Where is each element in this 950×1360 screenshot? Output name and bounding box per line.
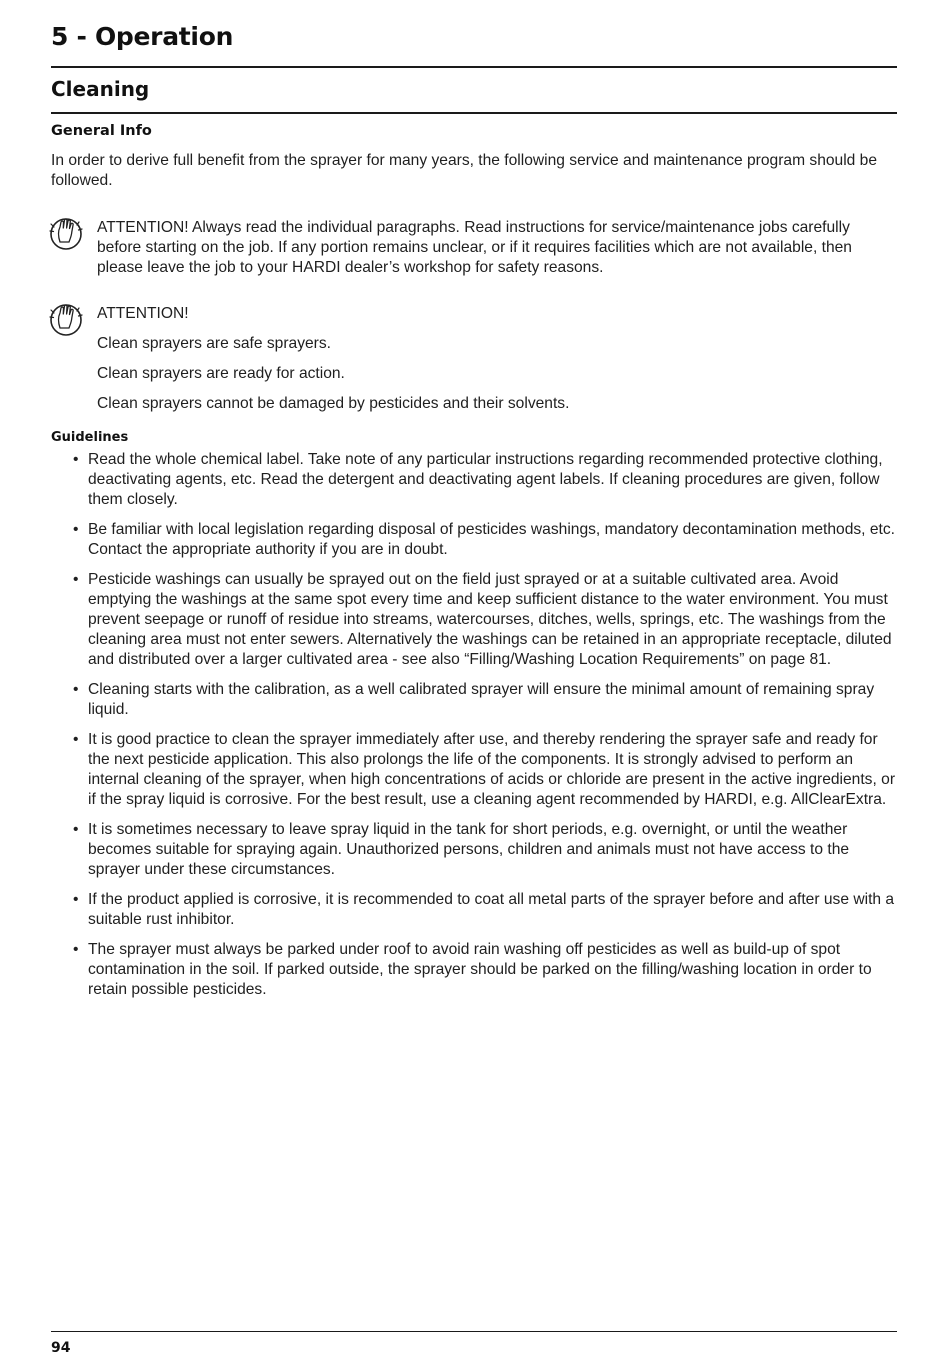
list-item	[51, 570, 897, 670]
bullet-marker: •	[73, 681, 79, 698]
list-item-text: The sprayer must always be parked under roof to avoid rain washing off pesticides as well as build-up of spot contamination in the soil. If parked outside, the sprayer should be parked on the filling/washing location in order to retain possible pesticides.	[88, 941, 872, 998]
list-item	[51, 680, 897, 720]
bullet-marker: •	[73, 451, 79, 468]
section-divider	[51, 112, 897, 114]
page-number: 94	[51, 1340, 71, 1356]
list-item-text: If the product applied is corrosive, it is recommended to coat all metal parts of the sprayer before and after use with a suitable rust inhibitor.	[88, 891, 895, 928]
chapter-title: 5 - Operation	[51, 22, 234, 51]
guidelines-heading: Guidelines	[51, 430, 129, 445]
attention-note-line: Clean sprayers are safe sprayers.	[97, 335, 332, 352]
list-item	[51, 890, 897, 930]
general-info-text: In order to derive full benefit from the sprayer for many years, the following service and maintenance program should be followed.	[51, 152, 878, 189]
hand-attention-icon	[48, 214, 84, 252]
list-item	[51, 450, 897, 510]
attention-note-text: ATTENTION! Always read the individual paragraphs. Read instructions for service/maintenance jobs carefully before starting on the job. If any portion remains unclear, or if it requires facilities which are not available, then please leave the job to your HARDI dealer’s workshop for safety reasons.	[97, 219, 852, 276]
footer-divider	[51, 1331, 897, 1332]
list-item-text: Pesticide washings can usually be sprayed out on the field just sprayed or at a suitable cultivated area. Avoid emptying the washings at the same spot every time and keep sufficient distance to the water environment. You must prevent seepage or runoff of residue into streams, watercourses, ditches, wells, springs, etc. The washings from the cleaning area must not enter sewers. Alternatively the washings can be retained in an appropriate receptacle, diluted and distributed over a larger cultivated area - see also “Filling/Washing Location Requirements” on page 81.	[88, 571, 892, 668]
general-info-heading: General Info	[51, 123, 152, 139]
chapter-divider	[51, 66, 897, 68]
bullet-marker: •	[73, 891, 79, 908]
list-item	[51, 520, 897, 560]
bullet-marker: •	[73, 521, 79, 538]
guidelines-list	[51, 450, 897, 1010]
bullet-marker: •	[73, 731, 79, 748]
attention-note-heading: ATTENTION!	[97, 305, 189, 322]
section-title: Cleaning	[51, 77, 150, 101]
bullet-marker: •	[73, 571, 79, 588]
attention-note-line: Clean sprayers cannot be damaged by pesticides and their solvents.	[97, 395, 570, 412]
list-item-text: It is good practice to clean the sprayer immediately after use, and thereby rendering the sprayer safe and ready for the next pesticide application. This also prolongs the life of the components. It is strongly advised to perform an internal cleaning of the sprayer, when high concentrations of acids or chloride are present in the active ingredients, or if the spray liquid is corrosive. For the best result, use a cleaning agent recommended by HARDI, e.g. AllClearExtra.	[88, 731, 896, 808]
bullet-marker: •	[73, 821, 79, 838]
hand-attention-icon	[48, 300, 84, 338]
list-item	[51, 820, 897, 880]
list-item-text: Read the whole chemical label. Take note of any particular instructions regarding recommended protective clothing, deactivating agents, etc. Read the detergent and deactivating agent labels. If cleaning procedures are given, follow them closely.	[88, 451, 883, 508]
list-item	[51, 940, 897, 1000]
list-item-text: It is sometimes necessary to leave spray liquid in the tank for short periods, e.g. overnight, or until the weather becomes suitable for spraying again. Unauthorized persons, children and animals must not have access to the sprayer under these circumstances.	[88, 821, 850, 878]
bullet-marker: •	[73, 941, 79, 958]
attention-note-line: Clean sprayers are ready for action.	[97, 365, 345, 382]
list-item-text: Cleaning starts with the calibration, as a well calibrated sprayer will ensure the minimal amount of remaining spray liquid.	[88, 681, 875, 718]
list-item	[51, 730, 897, 810]
list-item-text: Be familiar with local legislation regarding disposal of pesticides washings, mandatory decontamination methods, etc. Contact the appropriate authority if you are in doubt.	[88, 521, 895, 558]
